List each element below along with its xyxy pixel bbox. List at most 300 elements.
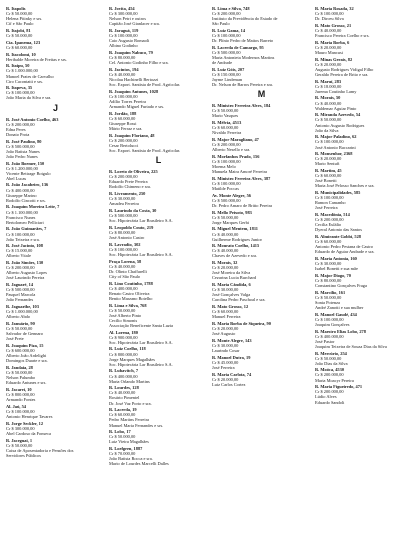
- entry-line: Cr $ 15.000,00: [6, 248, 33, 254]
- entry-line: Abel Cardoso da Fonseca: [6, 430, 51, 436]
- directory-entry: [315, 290, 414, 310]
- entry-address: R. Joaquim Floriano, 48: [109, 132, 155, 138]
- directory-entry: [212, 103, 311, 118]
- entry-address: R. Laurindo da Costa, 30: [109, 207, 157, 213]
- directory-column-2: [109, 6, 208, 555]
- entry-address: R. José Antonio Coelho, 463: [6, 116, 59, 122]
- entry-line: Caio Augusto Romaoli: [109, 38, 150, 44]
- entry-line: Armando Miguel Furtado e srs.: [109, 104, 165, 110]
- entry-line: Dr. Dirceu Silva: [315, 16, 344, 22]
- directory-entry: [6, 243, 105, 258]
- entry-line: Cr $ 20.000,00: [315, 61, 342, 67]
- entry-line: Antonio Henrique Tavares: [6, 413, 53, 419]
- entry-line: Cr $ 100.000,00: [212, 180, 241, 186]
- directory-entry: [109, 133, 208, 153]
- entry-line: Waldemar Aguiar Pinto: [315, 105, 357, 111]
- entry-line: Domingos Duarte e sra.: [6, 358, 48, 364]
- entry-line: Cr $ 100.000,00: [6, 90, 35, 96]
- entry-address: R. Moóca, 4530: [315, 367, 345, 373]
- entry-address: R. Lima e Silva, 768: [109, 302, 147, 308]
- entry-line: Soc. Hipotecária Lar Brasileiro S.A.: [109, 339, 173, 345]
- directory-entry: [6, 182, 105, 202]
- entry-line: Cr $ 1.100.000,00: [6, 209, 38, 215]
- entry-line: Benito Marzano Botelho: [109, 295, 153, 301]
- entry-line: Cr $ 60.000,00: [109, 412, 136, 418]
- entry-line: Cr $ 40.000,00: [212, 231, 239, 237]
- entry-address: R. João Jacabeiro, 136: [6, 182, 49, 188]
- entry-line: Nicolau Hachinelli Bertozzi: [109, 77, 159, 82]
- entry-line: Mario Sentuft: [315, 161, 340, 167]
- entry-line: Cr $ 40.000,00: [109, 390, 136, 396]
- entry-address: R. Itajobi, 81: [6, 27, 31, 33]
- entry-address: R. Mato Grosso, 21: [315, 22, 352, 28]
- entry-line: Cr $ 30.000,00: [315, 261, 342, 267]
- entry-line: Cr $ 200.000,00: [315, 372, 344, 378]
- entry-line: Joaquim Teixeira de Souza Dias da Silva: [315, 343, 387, 349]
- entry-line: Armando Fontes: [6, 397, 36, 403]
- entry-line: Cecílio Simonis: [109, 317, 138, 323]
- entry-line: Chaves de Azevedo e sra.: [212, 253, 257, 259]
- entry-line: Cr $ 900.000,00: [109, 334, 138, 340]
- directory-entry: [315, 367, 414, 382]
- section-letter: L: [155, 155, 162, 166]
- entry-line: Cr $ 100.000,00: [315, 195, 344, 201]
- directory-entry: [212, 193, 311, 208]
- entry-line: Pasquel Marcola: [6, 292, 36, 298]
- entry-line: de Andrade: [212, 60, 233, 66]
- directory-entry: [109, 385, 208, 405]
- entry-line: Manuel Ferreira: [212, 314, 241, 320]
- entry-line: Dr. Pedro Amaro de Britto Pereira: [212, 202, 272, 208]
- directory-entry: [315, 329, 414, 349]
- entry-address: R. João Guimarães, 7: [6, 226, 47, 232]
- entry-address: R. Jacintos, 194: [109, 66, 139, 72]
- entry-line: Eduardo Sandoli: [315, 399, 345, 405]
- entry-line: José Augusto: [212, 331, 236, 337]
- directory-entry: [109, 303, 208, 328]
- entry-line: Cr $ 200.000,00: [212, 142, 241, 148]
- entry-address: R. Macedônia, 514: [315, 212, 350, 217]
- directory-entry: [6, 343, 105, 363]
- directory-entry: [6, 226, 105, 241]
- entry-address: R. Itacolomi, 10: [6, 51, 36, 57]
- entry-address: R. Maria Borba, 6: [315, 39, 350, 45]
- directory-entry: [212, 176, 311, 191]
- entry-line: João Teixeira e sra.: [6, 236, 40, 242]
- entry-line: São Paulo: [212, 21, 230, 27]
- entry-address: R. Maria Figueiredo, 471: [315, 384, 363, 390]
- entry-line: Cr $ 1.200.000,00: [6, 165, 38, 171]
- entry-line: Cr $ 500.000,00: [109, 213, 138, 219]
- entry-line: Giuseppe Marino: [6, 192, 37, 198]
- directory-entry: [6, 204, 105, 224]
- directory-entry: [212, 210, 311, 225]
- entry-line: Cr $ 200.000,00: [315, 389, 344, 395]
- entry-line: Maria José Pelosso Sanches e sra.: [315, 183, 375, 189]
- entry-address: R. Maria Cândida, 6: [212, 282, 251, 288]
- entry-line: Moema Melo: [212, 164, 236, 169]
- entry-address: R. Maestro Elias Lobo, 278: [315, 328, 366, 334]
- entry-line: Bertolomeo Pelliciari: [6, 219, 44, 225]
- entry-address: R. Itaipu, 50: [6, 63, 30, 69]
- directory-entry: [6, 438, 105, 458]
- entry-address: R. Miguel Mentem, 1811: [212, 226, 258, 232]
- entry-line: Cr $ 20.000,00: [212, 265, 239, 271]
- entry-line: Manuel Maria Fernandes e srs.: [109, 422, 164, 428]
- entry-line: Cr $ 300.000,00: [109, 11, 138, 17]
- entry-line: Maria Antonieta Modernos Martins: [212, 55, 275, 61]
- directory-entry: [6, 321, 105, 341]
- directory-entry: [315, 384, 414, 404]
- entry-line: Cr $ 50.000,00: [109, 434, 136, 440]
- directory-entry: [109, 67, 208, 87]
- directory-entry: [315, 312, 414, 327]
- entry-address: R. Martim, 45: [315, 168, 342, 174]
- entry-line: Cr $ 100.000,00: [6, 231, 35, 237]
- entry-line: Amadeu Ferreira: [109, 201, 139, 207]
- entry-address: R. Loreto de Oliveira, 225: [109, 169, 158, 175]
- entry-line: Alberto Abdo: [6, 314, 31, 320]
- entry-line: Cr $ 50.000,00: [109, 307, 136, 313]
- entry-address: R. Loefgren, 1887: [109, 446, 143, 452]
- entry-address: R. Major Maragliano, 47: [212, 136, 259, 142]
- entry-line: Adílio Torres Pereira: [109, 98, 146, 104]
- entry-line: André Zanotti e sua mulher: [315, 304, 364, 310]
- directory-entry: [212, 260, 311, 280]
- entry-address: R. Maruí, 283: [315, 78, 342, 84]
- entry-line: Vicente Bettrage Botgulo: [6, 170, 51, 176]
- directory-column-1: [6, 6, 105, 555]
- directory-entry: [315, 23, 414, 38]
- entry-address: Praça Lorena, 58: [109, 258, 142, 264]
- entry-line: Cr $ 60.000,00: [109, 115, 136, 121]
- entry-address: R. Mourato Coelho, 1415: [212, 243, 260, 249]
- directory-entry: [6, 40, 105, 50]
- directory-entry: [6, 365, 105, 385]
- entry-address: R. Maria Rosada, 32: [315, 6, 354, 11]
- entry-address: R. Itapeva, 35: [6, 85, 33, 91]
- entry-address: R. Leopoldo Couto, 219: [109, 224, 154, 230]
- entry-line: Cr $ 50.000,00: [6, 326, 33, 332]
- entry-line: Cr $ 50.000,00: [6, 442, 33, 448]
- directory-entry: [212, 6, 311, 26]
- entry-line: Maria Moacyr Pereira: [315, 377, 354, 383]
- directory-entry: [315, 57, 414, 77]
- entry-line: Manoel Prates de Carvalho: [6, 73, 54, 79]
- entry-line: Cr $ 100.000,00: [212, 158, 241, 164]
- entry-address: R. Jaguaré, 14: [6, 282, 34, 288]
- entry-line: Cr $ 70.000,00: [109, 451, 136, 457]
- entry-address: R. Jacarei, 10: [6, 386, 32, 392]
- entry-line: Cr $ 200.000,00: [212, 11, 241, 17]
- entry-line: Jayme Lindeman: [212, 77, 243, 82]
- entry-line: João Pedro Nunes: [6, 153, 38, 159]
- entry-line: João Batista Nunes: [6, 148, 40, 154]
- entry-line: Instituto da Previdência do Estado de: [212, 16, 278, 22]
- directory-entry: [6, 387, 105, 402]
- directory-entry: [315, 168, 414, 188]
- directory-entry: [6, 139, 105, 159]
- entry-line: Cr $ 60.000,00: [6, 44, 33, 50]
- directory-entry: [6, 117, 105, 137]
- entry-line: Cr $ 80.000,00: [109, 55, 136, 61]
- directory-entry: [212, 120, 311, 135]
- entry-address: R. João Simões, 130: [6, 260, 44, 266]
- section-letter: M: [257, 89, 266, 100]
- directory-column-4: [315, 6, 414, 555]
- entry-line: Carolina Pedro Paschoal e sra.: [212, 297, 266, 303]
- entry-line: Cr $ 100.000,00: [212, 33, 241, 39]
- entry-address: R. João Boemer, 150: [6, 160, 45, 166]
- directory-entry: [212, 355, 311, 370]
- entry-line: José Bonetti: [315, 178, 337, 184]
- directory-entry: [109, 429, 208, 444]
- entry-line: Lúdio Alves: [315, 394, 337, 400]
- entry-line: Cesar Bertolucci: [109, 142, 139, 148]
- entry-line: José Moreira da Silva: [212, 270, 251, 276]
- entry-line: Cr $ 100.000,00: [315, 11, 344, 17]
- entry-line: Cif e São Paulo: [6, 21, 34, 27]
- directory-entry: [315, 95, 414, 110]
- entry-line: Cr $ 200.000,00: [109, 174, 138, 180]
- entry-line: Cr $ 600.000,00: [6, 348, 35, 354]
- directory-entry: [315, 79, 414, 94]
- entry-line: Cr $ 50.000,00: [6, 370, 33, 375]
- entry-line: Cr $ 50.000,00: [6, 33, 33, 39]
- directory-entry: [109, 281, 208, 301]
- entry-address: R. Mélvia, 4513: [212, 120, 242, 126]
- entry-line: Cel. Antonio Godinho Filho e sra.: [109, 60, 169, 66]
- directory-entry: [109, 330, 208, 345]
- entry-line: Cr $ 20.000,00: [212, 376, 239, 382]
- entry-address: R. Manoel Gaudé, 434: [315, 311, 357, 317]
- entry-line: Cr $ 200.000,00: [109, 137, 138, 143]
- entry-line: José Alberto Pinto: [109, 312, 142, 318]
- entry-line: Cr $ 100.000,00: [109, 246, 138, 252]
- entry-line: Geraldo Pereira de Brito e sra.: [315, 71, 369, 77]
- entry-line: Jorge Marques Magalhães: [109, 356, 156, 362]
- entry-line: Maria Orlando Martins: [109, 378, 150, 384]
- directory-entry: [212, 28, 311, 43]
- directory-entry: [109, 191, 208, 206]
- entry-line: Donato Prota: [6, 131, 30, 137]
- entry-line: Cr $ 50.000,00: [212, 108, 239, 114]
- directory-entry: [109, 259, 208, 279]
- entry-address: R. Jaguaribe, 103: [6, 304, 39, 310]
- entry-address: R. Lavradio, 302: [109, 241, 141, 247]
- entry-line: Cr $ 1.000.000,00: [6, 68, 38, 74]
- entry-address: R. Morais, 32: [212, 260, 238, 266]
- entry-address: R. Lacerda de Camargo, 95: [212, 44, 264, 50]
- entry-line: Cr $ 20.000,00: [315, 44, 342, 50]
- entry-address: R. Ministro Ferreira Alves, 387: [212, 175, 271, 181]
- entry-line: Mário Ferraz e sra.: [109, 126, 143, 132]
- entry-line: Nivaldo Ferreira: [212, 130, 242, 136]
- entry-line: José Ferreira: [315, 205, 338, 211]
- entry-address: R. Major Paladino, 62: [315, 134, 357, 140]
- entry-line: Cr $ 200.000,00: [6, 265, 35, 271]
- entry-line: Cr $ 50.000,00: [315, 117, 342, 123]
- entry-line: Soc. Export. Santista de Prod. Agrícolas: [109, 148, 180, 153]
- entry-address: R. Lobo, 17: [109, 429, 131, 435]
- directory-column-3: [212, 6, 311, 555]
- directory-entry: [6, 6, 105, 26]
- entry-line: João Fernandes: [6, 297, 34, 303]
- entry-address: R. Mato Grosso, 12: [212, 304, 249, 310]
- entry-line: Caixa de Aposentadoria e Pensões dos: [6, 447, 74, 453]
- entry-address: R. Livramento, 250: [109, 191, 146, 197]
- entry-line: Jorge Marques Gerbi: [212, 219, 249, 225]
- entry-line: Cr $ 60.000,00: [212, 125, 239, 131]
- directory-entry: [315, 273, 414, 288]
- directory-entry: [6, 52, 105, 62]
- entry-line: Cr $ 50.000,00: [315, 355, 342, 361]
- entry-address: R. Joaquim Piza, 15: [6, 342, 44, 348]
- entry-address: R. Lubavitch, 7: [109, 368, 139, 374]
- directory-entry: [109, 50, 208, 65]
- entry-line: Eduardo Prete Pereira: [109, 179, 148, 185]
- directory-entry: [315, 351, 414, 366]
- directory-entry: [212, 304, 311, 319]
- entry-line: Servidores Públicos: [6, 452, 42, 458]
- directory-entry: [6, 85, 105, 100]
- entry-address: R. Joaquim Antunes, 1028: [109, 88, 159, 94]
- directory-entry: [315, 112, 414, 132]
- entry-line: Soc. Hipotecária Lar Brasileiro S.A.: [109, 218, 173, 224]
- entry-line: Cr $ 100.000,00: [315, 139, 344, 145]
- directory-entry: [109, 169, 208, 189]
- entry-line: Soc. Hipotecária Lar Brasileiro S.A.: [109, 251, 173, 257]
- entry-line: Dr. Plínio Pedro de Mattos Barreto: [212, 38, 274, 44]
- entry-line: Cecilia Eulálio: [315, 222, 342, 228]
- entry-line: Cr $ 40.000,00: [109, 263, 136, 269]
- directory-entry: [109, 242, 208, 257]
- entry-line: José Antonio Baccarini: [315, 144, 356, 150]
- section-letter: J: [52, 102, 58, 113]
- entry-line: Cr $ 400.000,00: [315, 333, 344, 339]
- entry-line: Nelson Palumbo: [6, 375, 36, 381]
- directory-entry: [6, 282, 105, 302]
- entry-line: Helena Pitinky e srs.: [6, 16, 43, 22]
- entry-address: Cia. Ipanema, 123: [6, 39, 41, 45]
- entry-line: Cr $ 800.000,00: [109, 351, 138, 357]
- entry-address: R. Jovita, 454: [109, 6, 135, 11]
- entry-line: José Ferreira: [212, 364, 235, 370]
- entry-line: Alberto Augusto Lopes: [6, 270, 47, 276]
- entry-line: Cr $ 60.000,00: [315, 173, 342, 179]
- entry-address: R. Miranda Azevedo, 54: [315, 112, 361, 118]
- entry-line: José Gonçalves Valga: [212, 292, 251, 298]
- entry-line: Cr $ 100.000,00: [109, 33, 138, 39]
- entry-address: R. Major Diogo, 70: [315, 272, 351, 278]
- entry-line: Cr $ 500.000,00: [6, 287, 35, 293]
- entry-line: Cr $ 500.000,00: [212, 197, 241, 203]
- directory-entry: [212, 282, 311, 302]
- entry-line: Soc. Hipotecária Lar Brasileiro S.A.: [109, 361, 173, 367]
- directory-entry: [212, 154, 311, 174]
- directory-entry: [109, 28, 208, 48]
- directory-entry: [212, 321, 311, 336]
- entry-line: Cr $ 18.000,00: [315, 83, 342, 89]
- directory-entry: [315, 256, 414, 271]
- entry-line: Rodolfo Chimeno e sra.: [109, 184, 151, 190]
- entry-line: Cr $ 200.000,00: [315, 217, 344, 223]
- entry-line: City of São Paulo: [109, 273, 141, 279]
- entry-address: R. Mello Peixoto, 983: [212, 209, 252, 215]
- entry-line: Laurindo Cosar: [212, 348, 240, 354]
- entry-line: Cr $ 100.000,00: [6, 408, 35, 414]
- entry-line: José Antonio Castro: [109, 235, 145, 240]
- directory-entry: [212, 338, 311, 353]
- entry-line: Associação Beneficente Santa Luzia: [109, 322, 174, 328]
- directory-entry: [212, 243, 311, 258]
- entry-address: R. Lourdes, 128: [109, 385, 139, 391]
- entry-line: Manuela Maira Amoré Ferreira: [212, 169, 267, 175]
- entry-line: Rodolfo Cincotti e srs.: [6, 197, 46, 203]
- directory-entry: [212, 226, 311, 241]
- entry-address: R. Joaquim Nabuco, 79: [109, 49, 153, 55]
- entry-line: Cr $ 30.000,00: [212, 287, 239, 293]
- entry-line: João Batista Rocca e sra.: [109, 456, 153, 462]
- entry-line: João da Silva: [315, 127, 339, 133]
- entry-line: Cr $ 40.000,00: [212, 248, 239, 254]
- entry-line: Cr $ 40.000,00: [109, 71, 136, 77]
- entry-line: Cezarina Lucia Burchard: [212, 275, 257, 281]
- entry-address: R. Maria Borba de Siqueira, 90: [212, 320, 271, 326]
- entry-address: R. Januário, 90: [6, 320, 35, 326]
- directory-entry: [109, 225, 208, 240]
- entry-address: R. Luiz Coelho, 118: [109, 346, 146, 352]
- entry-line: Capitão José Gianlacer e sra.: [109, 21, 160, 27]
- entry-line: Francisco Nunes: [6, 214, 36, 220]
- entry-address: R. José Jacinto, 108: [6, 243, 43, 249]
- entry-line: Dr. Olinto Chaffarelli: [109, 268, 147, 274]
- entry-line: Alberto Vitale: [6, 253, 31, 259]
- entry-line: Mario de Lourdes Marcelli Dalles: [109, 461, 169, 467]
- entry-address: R. Jaceguai, 1: [6, 437, 33, 443]
- entry-address: R. Luiz Gama, 14: [212, 27, 246, 33]
- directory-entry: [109, 446, 208, 466]
- directory-entry: [212, 372, 311, 387]
- entry-line: José Pastor: [315, 338, 335, 344]
- directory-entry: [212, 67, 311, 87]
- directory-entry: [6, 161, 105, 181]
- entry-line: Cr $ 300.000,00: [6, 425, 35, 431]
- directory-entry: [315, 6, 414, 21]
- entry-line: Constantino Gonçalves Fraga: [315, 283, 367, 288]
- directory-entry: [6, 304, 105, 319]
- entry-line: Alberto João Ardelighi: [6, 353, 47, 359]
- directory-entry: [109, 6, 208, 26]
- entry-line: Sonia Potenza: [315, 299, 340, 305]
- entry-line: Eduardo de Aguiar Andrade e sra.: [315, 249, 375, 255]
- entry-line: João Maria da Silva e sra.: [6, 95, 52, 101]
- entry-line: Cr $ 80.000,00: [315, 277, 342, 283]
- directory-entry: [6, 63, 105, 83]
- entry-line: Cr $ 80.000,00: [109, 229, 136, 235]
- directory-entry: [6, 28, 105, 38]
- entry-line: Augusto Rodrigues Vidigal Filho: [315, 66, 374, 72]
- entry-line: Cr $ 50.000,00: [212, 214, 239, 220]
- entry-line: Luiz Carlos Cortez: [212, 381, 246, 387]
- directory-entry: [6, 421, 105, 436]
- entry-line: Cr $ 60.000,00: [315, 239, 342, 245]
- entry-line: Cr $ 45.000,00: [212, 359, 239, 365]
- directory-entry: [109, 407, 208, 427]
- entry-line: Heribalde Moreira de Freitas e srs.: [6, 56, 67, 62]
- entry-address: R. Jordão, 188: [109, 110, 137, 116]
- entry-address: R. Itapolis: [6, 6, 26, 11]
